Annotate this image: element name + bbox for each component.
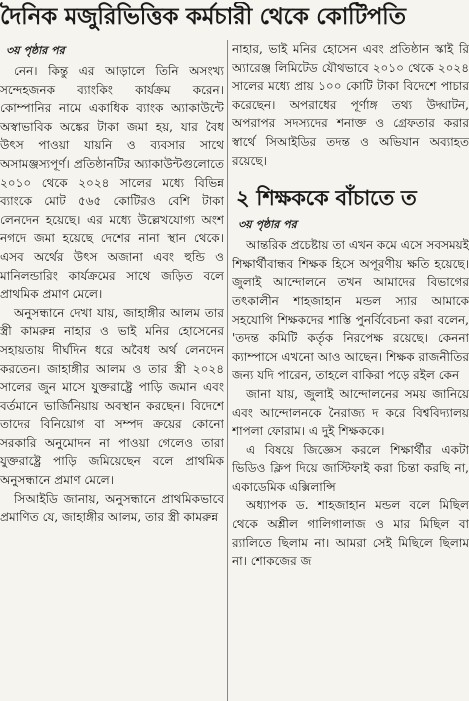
left-column bbox=[0, 40, 224, 701]
continuation-ref: ৩য় পৃষ্ঠার পর bbox=[6, 44, 65, 57]
article-paragraph: সিআইডি জানায়, অনুসন্ধানে প্রাথমিকভাবে প্রমাণিত যে, জাহাঙ্গীর আলম, তার স্ত্রী কামরুন্ন bbox=[0, 491, 224, 525]
column-divider bbox=[227, 40, 228, 701]
headline: দৈনিক মজুরিভিত্তিক কর্মচারী থেকে কোটিপতি bbox=[0, 3, 406, 30]
right-column bbox=[232, 40, 469, 701]
article-paragraph: অনুসন্ধানে দেখা যায়, জাহাঙ্গীর আলম তার স্ত্রী কামরুন্ন নাহার ও ভাই মনির হোসেনের সহায়তায় দীর্ঘদিন ধরে অবৈধ অর্থ লেনদেন করতেন। জাহাঙ্গীর আলম ও তার স্ত্রী ২০২৪ সালের জুন মাসে যুক্তরাষ্ট্রে পাড়ি জমান এবং বর্তমানে ভার্জিনিয়ায় অবস্থান করছেন। বিদেশে তাদের বিনিয়োগ বা সম্পদ ক্রয়ের কোনো সরকারি অনুমোদন না পাওয়া গেলেও তারা যুক্তরাষ্ট্রে পাড়ি জমিয়েছেন বলে প্রাথমিক অনুসন্ধানে প্রমাণ মেলে। bbox=[0, 305, 224, 488]
article-paragraph: আন্তরিক প্রচেষ্টায় তা এখন কমে এসে সবসময়ই শিক্ষার্থীবান্ধব শিক্ষক হিসে অপূরণীয় ক্ষতি হয়েছে। জুলাই আন্দোলনে তখন আমাদের বিভাগের তৎকালীন শাহজাহান মন্ডল স্যার আমাকে সহযোগি শিক্ষকদের শাস্তি পুনর্বিবেচনা করা বলেন, 'তদন্ত কমিটি কর্তৃক নিরপেক্ষ রয়েছে। কেননা ক্যাম্পাসে এখনো আও আছেন। শিক্ষক রাজনীতির জন্য যদি পারেন, তাহলে বাকিরা পড়ে রইল কেন bbox=[232, 238, 469, 383]
article-paragraph: এ বিষয়ে জিজ্ঞেস করলে শিক্ষার্থীর একটা ভিডিও ক্লিপ দিয়ে জাস্টিফাই করা চিন্তা করছি না, একাডেমিক এক্সিলান্সি bbox=[232, 442, 469, 494]
article-paragraph: নেন। কিন্তু এর আড়ালে তিনি অসংখ্য সন্দেহজনক ব্যাংকিং কার্যক্রম করেন। কোম্পানির নামে একাধিক ব্যাংক অ্যাকাউন্টে অস্বাভাবিক অঙ্কের টাকা জমা হয়, যার বৈধ উৎস পাওয়া যায়নি ও ব্যবসার সাথে অসামঞ্জস্যপূর্ণ। প্রতিষ্ঠানটির অ্যাকাউন্টগুলোতে ২০১০ থেকে ২০২৪ সালের মধ্যে বিভিন্ন ব্যাংকে মোট ৫৬৫ কোটিরও বেশি টাকা লেনদেন হয়েছে। এর মধ্যে উল্লেখযোগ্য অংশ নগদে জমা হয়েছে দেশের নানা স্থান থেকে। এসব অর্থের উৎস অজানা এবং হুন্ডি ও মানিলন্ডারিং কার্যক্রমের সাথে জড়িত বলে প্রাথমিক প্রমাণ মেলে। bbox=[0, 64, 224, 302]
article-paragraph: জানা যায়, জুলাই আন্দোলনের সময় জানিয়ে এবং আন্দোলনকে নৈরাজ্য দ করে বিশ্ববিদ্যালয় শাপলা ফোরাম। এ দুই শিক্ষককে। bbox=[232, 386, 469, 439]
continuation-ref: ৩য় পৃষ্ঠার পর bbox=[238, 218, 297, 232]
article-paragraph: নাহার, ভাই মনির হোসেন এবং প্রতিষ্ঠান স্কাই রি অ্যারেঞ্জ লিমিটেড যৌথভাবে ২০১০ থেকে ২০২৪ সালের মধ্যে প্রায় ১০০ কোটি টাকা বিদেশে পাচার করেছেন। অপরাধের পূর্ণাঙ্গ তথ্য উদ্ঘাটন, অপরাপর সদস্যদের শনাক্ত ও গ্রেফতার করার স্বার্থে সিআইডির তদন্ত ও অভিযান অব্যাহত রয়েছে। bbox=[232, 42, 469, 168]
article-paragraph: অধ্যাপক ড. শাহজাহান মন্ডল বলে মিছিল থেকে অশ্লীল গালিগালাজ ও মার মিছিল বা র‍্যালিতে ছিলাম না। আমরা সেই মিছিলে ছিলাম না। শোকজের জ bbox=[232, 498, 469, 569]
second-article-headline: ২ শিক্ষককে বাঁচাতে ত bbox=[236, 185, 417, 211]
